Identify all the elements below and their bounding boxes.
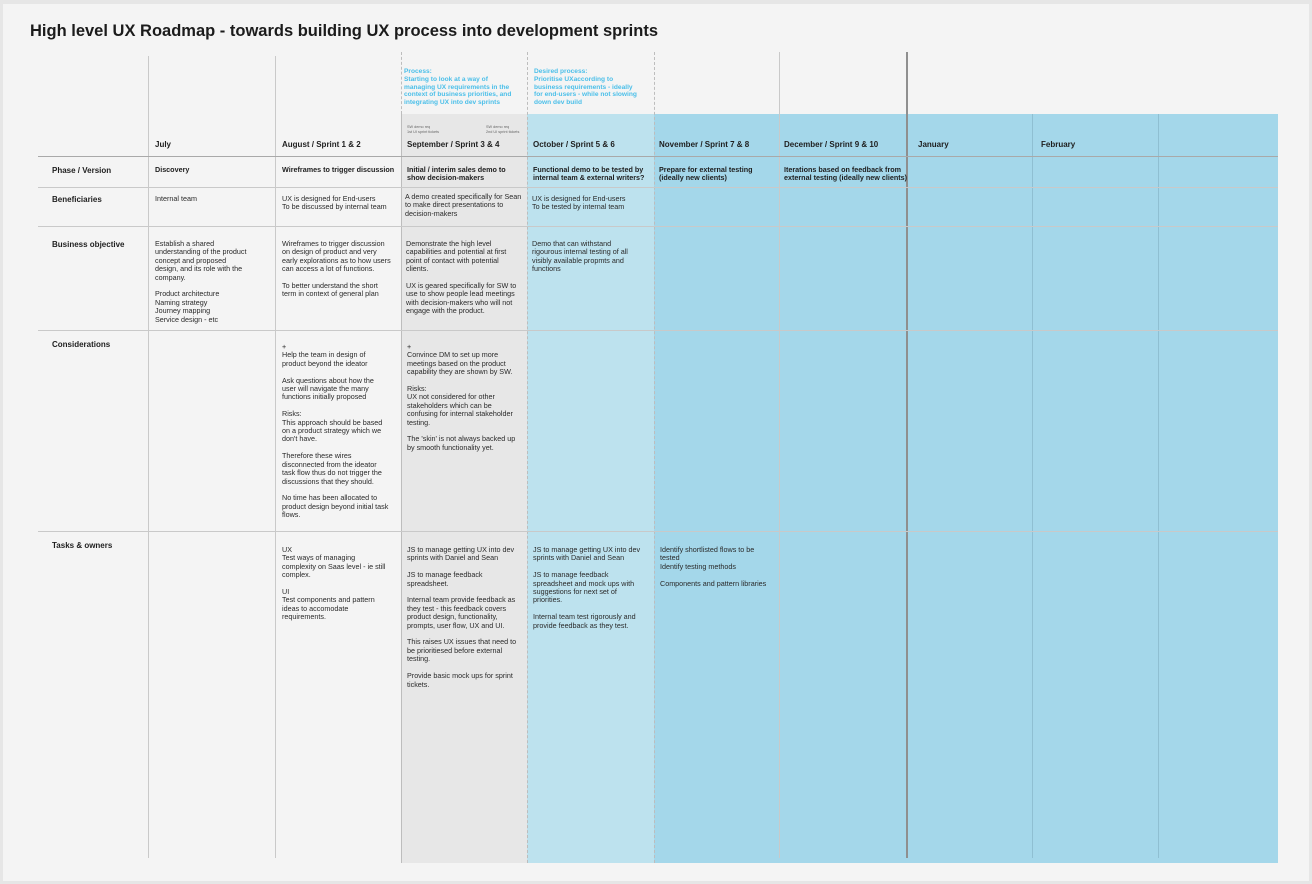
column-header-january: January xyxy=(918,140,949,149)
column-header-july: July xyxy=(155,140,172,149)
phase-cell: Initial / interim sales demo to show decision-makers xyxy=(407,165,506,183)
row-label-phase: Phase / Version xyxy=(52,166,112,175)
business-objective-cell: Demo that can withstand rigourous internal testing of all visibly available propmts and functions xyxy=(532,239,628,274)
column-divider xyxy=(148,56,149,858)
beneficiaries-cell: Internal team xyxy=(155,194,197,203)
column-divider xyxy=(779,52,780,858)
column-header-november: November / Sprint 7 & 8 xyxy=(659,140,750,149)
row-divider xyxy=(38,156,1278,157)
process-note: Process: Starting to look at a way of managing UX requirements in the context of business priorities, and integrating UX into dev sprints xyxy=(404,68,512,107)
row-divider xyxy=(38,226,1278,227)
column-header-october: October / Sprint 5 & 6 xyxy=(533,140,615,149)
row-label-beneficiaries: Beneficiaries xyxy=(52,195,102,204)
desired-process-note: Desired process: Prioritise UXaccording to business requirements - ideally for end-users - while not slowing down dev build xyxy=(534,68,637,107)
column-header-august: August / Sprint 1 & 2 xyxy=(282,140,361,149)
column-divider xyxy=(275,56,276,858)
business-objective-cell: Establish a shared understanding of the product concept and proposed design, and its role with the company. Product architecture Naming strategy Journey mapping Service design - etc xyxy=(155,239,247,324)
page-title: High level UX Roadmap - towards building UX process into development sprints xyxy=(30,22,659,40)
column-header-september: September / Sprint 3 & 4 xyxy=(407,140,500,149)
row-divider xyxy=(38,330,1278,331)
row-divider xyxy=(38,187,1278,188)
row-label-considerations: Considerations xyxy=(52,340,111,349)
column-header-february: February xyxy=(1041,140,1076,149)
tasks-cell: UX Test ways of managing complexity on Saas level - ie still complex. UI Test components and pattern ideas to accomodate requirements. xyxy=(282,545,386,622)
column-header-december: December / Sprint 9 & 10 xyxy=(784,140,879,149)
column-divider-dashed xyxy=(527,52,528,863)
tasks-cell: JS to manage getting UX into dev sprints with Daniel and Sean JS to manage feedback spreadsheet and mock ups with suggestions for next set of priorities. Internal team test rigorously and provide feedback as they test. xyxy=(533,545,641,630)
phase-cell: Functional demo to be tested by internal team & external writers? xyxy=(533,165,645,183)
row-label-business-objective: Business objective xyxy=(52,240,125,249)
beneficiaries-cell: UX is designed for End-users To be tested by internal team xyxy=(532,194,626,212)
business-objective-cell: Wireframes to trigger discussion on design of product and very early explorations as to how users can access a lot of functions. To better understand the short term in context of general plan xyxy=(282,239,391,299)
mini-label-right: SW demo req 2nd UI sprint tickets xyxy=(486,125,520,134)
business-objective-cell: Demonstrate the high level capabilities and potential at first point of contact with potential clients. UX is geared specifically for SW to use to show people lead meetings with decision-makers who will not engage with the product. xyxy=(406,239,517,316)
phase-cell: Iterations based on feedback from external testing (ideally new clients) xyxy=(784,165,908,183)
row-divider xyxy=(38,531,1278,532)
beneficiaries-cell: A demo created specifically for Sean to make direct presentations to decision-makers xyxy=(405,192,522,218)
tasks-cell: Identify shortlisted flows to be tested Identify testing methods Components and pattern libraries xyxy=(660,545,767,588)
column-divider-dashed xyxy=(401,52,402,114)
row-label-tasks: Tasks & owners xyxy=(52,541,113,550)
tasks-cell: JS to manage getting UX into dev sprints with Daniel and Sean JS to manage feedback spreadsheet. Internal team provide feedback as they test - this feedback covers product design, functionality, prompts, user flow, UX and UI. This raises UX issues that need to be prioritiesed before external testing. Provide basic mock ups for sprint tickets. xyxy=(407,545,517,689)
beneficiaries-cell: UX is designed for End-users To be discussed by internal team xyxy=(282,194,387,212)
considerations-cell: + Convince DM to set up more meetings based on the product capability they are shown by SW. Risks: UX not considered for other stakeholders which can be confusing for internal stakeholder testing. The 'skin' is not always backed up by smooth functionality yet. xyxy=(407,342,516,452)
mini-label-left: SW demo req 1st UI sprint tickets xyxy=(407,125,440,134)
phase-cell: Discovery xyxy=(155,165,190,174)
phase-cell: Wireframes to trigger discussion xyxy=(282,165,395,174)
column-divider-dashed xyxy=(654,52,655,863)
considerations-cell: + Help the team in design of product beyond the ideator Ask questions about how the user will navigate the many functions initially proposed Risks: This approach should be based on a product strategy which we don't have. Therefore these wires disconnected from the ideator task flow thus do not trigger the discussions that they should. No time has been allocated to product design beyond initial task flows. xyxy=(282,342,389,520)
phase-cell: Prepare for external testing (ideally new clients) xyxy=(659,165,753,183)
